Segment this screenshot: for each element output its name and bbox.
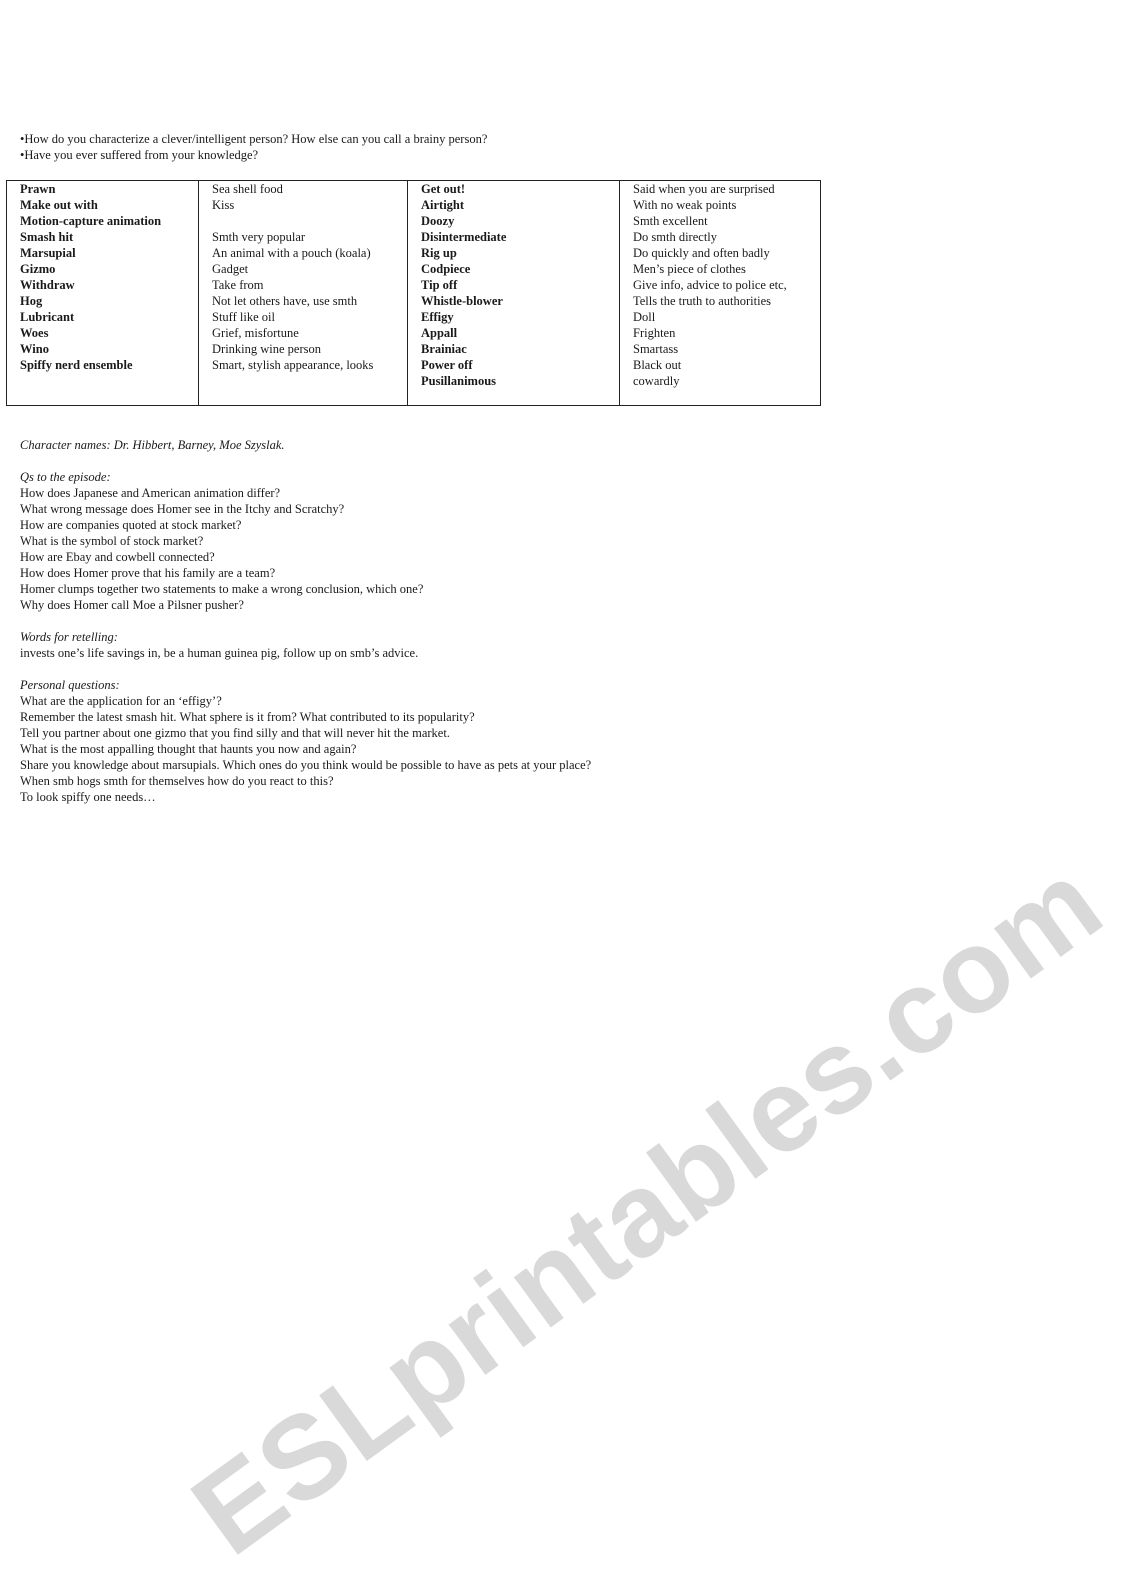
personal-question: Remember the latest smash hit. What sphere is it from? What contributed to its popularity? [20,710,475,724]
episode-question: How does Japanese and American animation differ? [20,486,281,500]
vocab-term: Spiffy nerd ensemble [20,358,133,372]
vocab-definition: Stuff like oil [212,310,275,324]
vocab-term: Power off [421,358,473,372]
vocab-term: Whistle-blower [421,294,503,308]
vocab-definition: Smth excellent [633,214,708,228]
vocab-term: Pusillanimous [421,374,497,388]
episode-question: Homer clumps together two statements to make a wrong conclusion, which one? [20,582,424,596]
vocab-term: Get out! [421,182,466,196]
episode-question: How does Homer prove that his family are a team? [20,566,276,580]
vocab-definition: Doll [633,310,656,324]
vocab-definition: Kiss [212,198,235,212]
vocab-term: Brainiac [421,342,467,356]
vocab-definition: Black out [633,358,682,372]
episode-questions-heading: Qs to the episode: [20,470,111,484]
vocab-definition: Do quickly and often badly [633,246,770,260]
vocab-definition: Smartass [633,342,679,356]
vocab-definition: Gadget [212,262,249,276]
personal-question: When smb hogs smth for themselves how do you react to this? [20,774,334,788]
vocab-definition: Said when you are surprised [633,182,775,196]
vocab-term: Doozy [421,214,455,228]
vocab-term: Wino [20,342,49,356]
vocab-definition: Take from [212,278,264,292]
vocab-term: Prawn [20,182,56,196]
vocab-term: Disintermediate [421,230,507,244]
vocab-term: Rig up [421,246,457,260]
vocab-term: Withdraw [20,278,75,292]
vocab-term: Lubricant [20,310,75,324]
vocab-term: Tip off [421,278,458,292]
vocab-term: Hog [20,294,43,308]
vocab-definition: An animal with a pouch (koala) [212,246,371,260]
personal-question: What is the most appalling thought that haunts you now and again? [20,742,357,756]
vocab-definition: Smth very popular [212,230,306,244]
vocabulary-table [6,180,821,406]
right-terms-column [408,181,620,406]
left-terms-column [7,181,199,406]
episode-question: How are Ebay and cowbell connected? [20,550,215,564]
vocab-term: Airtight [421,198,465,212]
retelling-words: invests one’s life savings in, be a human guinea pig, follow up on smb’s advice. [20,646,419,660]
vocab-definition: cowardly [633,374,680,388]
vocab-definition: With no weak points [633,198,737,212]
retelling-heading: Words for retelling: [20,630,118,644]
right-definitions-column [620,181,821,406]
intro-question: •How do you characterize a clever/intelligent person? How else can you call a brainy person? [20,132,488,146]
vocab-term: Codpiece [421,262,471,276]
personal-questions-heading: Personal questions: [20,678,120,692]
vocab-definition: Not let others have, use smth [212,294,358,308]
personal-question: Share you knowledge about marsupials. Which ones do you think would be possible to have as pets at your place? [20,758,592,772]
vocab-definition: Sea shell food [212,182,283,196]
episode-question: What wrong message does Homer see in the Itchy and Scratchy? [20,502,345,516]
personal-question: What are the application for an ‘effigy’? [20,694,222,708]
episode-question: How are companies quoted at stock market? [20,518,242,532]
vocab-term: Appall [421,326,458,340]
vocab-definition: Men’s piece of clothes [633,262,746,276]
vocab-definition: Drinking wine person [212,342,322,356]
vocab-term: Woes [20,326,49,340]
character-names: Character names: Dr. Hibbert, Barney, Moe Szyslak. [20,438,285,452]
episode-question: Why does Homer call Moe a Pilsner pusher? [20,598,244,612]
intro-questions [20,131,487,163]
watermark: ESLprintables.com [169,835,1126,1581]
vocab-definition: Give info, advice to police etc, [633,278,787,292]
worksheet-body [20,437,591,805]
vocab-definition: Smart, stylish appearance, looks [212,358,374,372]
personal-question: Tell you partner about one gizmo that you find silly and that will never hit the market. [20,726,450,740]
intro-question: •Have you ever suffered from your knowledge? [20,148,259,162]
left-definitions-column [199,181,408,406]
vocab-definition: Grief, misfortune [212,326,299,340]
vocab-term: Motion-capture animation [20,214,162,228]
vocab-term: Effigy [421,310,454,324]
vocab-term: Smash hit [20,230,74,244]
vocab-term: Marsupial [20,246,76,260]
episode-question: What is the symbol of stock market? [20,534,204,548]
vocab-definition: Tells the truth to authorities [633,294,771,308]
vocab-definition: Frighten [633,326,676,340]
personal-question: To look spiffy one needs… [20,790,156,804]
vocab-definition [212,213,407,229]
vocab-term: Make out with [20,198,98,212]
vocab-definition: Do smth directly [633,230,718,244]
vocab-term: Gizmo [20,262,56,276]
